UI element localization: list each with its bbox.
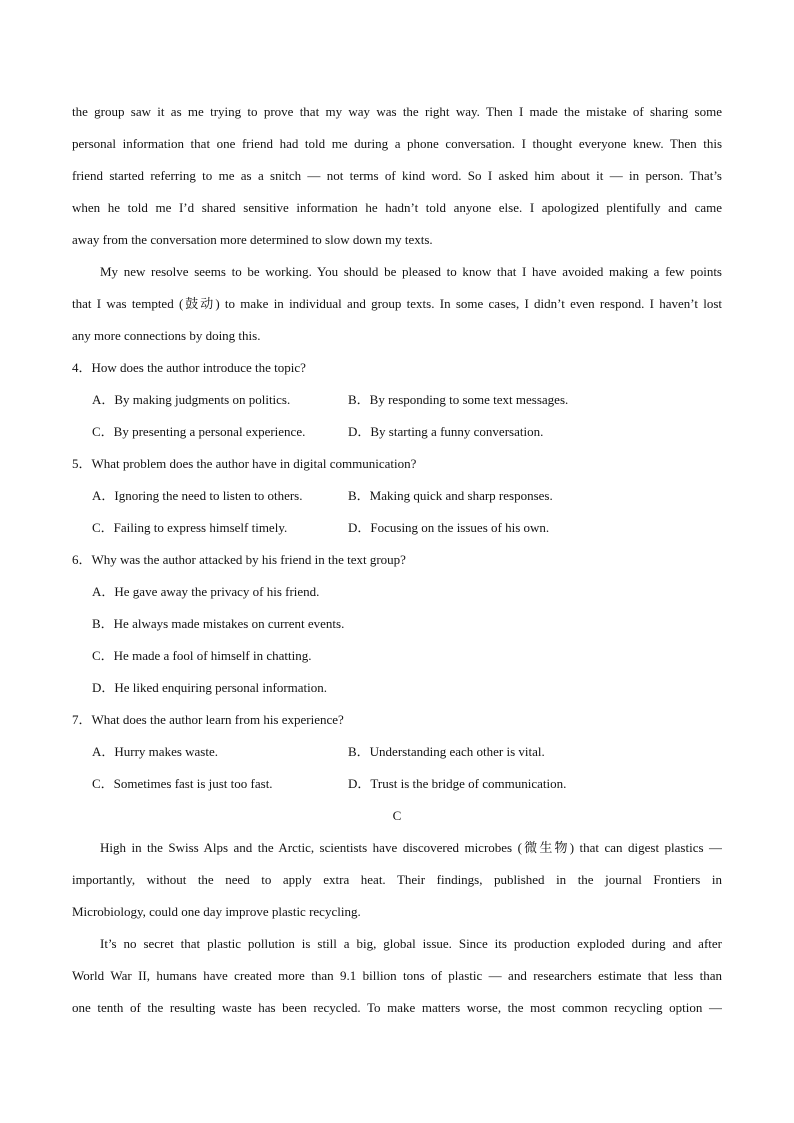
question-stem: 4．How does the author introduce the topic? [72, 360, 306, 375]
question-stem: 6．Why was the author attacked by his friend in the text group? [72, 552, 406, 567]
option-c: C．Failing to express himself timely. [92, 520, 288, 535]
option-a: A．Hurry makes waste. [92, 744, 218, 759]
section-heading: C [392, 808, 402, 823]
text-line: importantly, without the need to apply extra heat. Their findings, published in the journal Frontiers in [72, 872, 722, 887]
question-5 [72, 448, 722, 544]
option-b: B．By responding to some text messages. [348, 392, 569, 407]
text-line: that I was tempted (鼓动) to make in individual and group texts. In some cases, I didn’t even respond. I haven’t lost [72, 296, 722, 311]
passage-b-paragraph-1 [72, 96, 722, 256]
text-line: My new resolve seems to be working. You should be pleased to know that I have avoided making a few points [100, 264, 722, 279]
text-line: friend started referring to me as a snitch — not terms of kind word. So I asked him about it — in person. That’s [72, 168, 722, 183]
question-stem: 5．What problem does the author have in digital communication? [72, 456, 417, 471]
option-a: A．By making judgments on politics. [92, 392, 291, 407]
text-line: one tenth of the resulting waste has been recycled. To make matters worse, the most common recycling option — [72, 1000, 722, 1015]
option-d: D．By starting a funny conversation. [348, 424, 544, 439]
option-a: A．He gave away the privacy of his friend. [92, 584, 320, 599]
option-a: A．Ignoring the need to listen to others. [92, 488, 303, 503]
option-c: C．He made a fool of himself in chatting. [92, 648, 312, 663]
text-line: personal information that one friend had told me during a phone conversation. I thought everyone knew. Then this [72, 136, 722, 151]
question-4 [72, 352, 722, 448]
passage-c-paragraph-2 [72, 928, 722, 1024]
option-b: B．Understanding each other is vital. [348, 744, 545, 759]
text-line: Microbiology, could one day improve plastic recycling. [72, 904, 361, 919]
option-d: D．Trust is the bridge of communication. [348, 776, 567, 791]
option-b: B．He always made mistakes on current events. [92, 616, 345, 631]
option-c: C．By presenting a personal experience. [92, 424, 306, 439]
question-stem: 7．What does the author learn from his experience? [72, 712, 344, 727]
text-line: World War II, humans have created more than 9.1 billion tons of plastic — and researchers estimate that less than [72, 968, 722, 983]
text-line: when he told me I’d shared sensitive information he hadn’t told anyone else. I apologized plentifully and came [72, 200, 722, 215]
text-line: any more connections by doing this. [72, 328, 261, 343]
document-page [72, 96, 722, 1024]
option-c: C．Sometimes fast is just too fast. [92, 776, 273, 791]
option-d: D．Focusing on the issues of his own. [348, 520, 550, 535]
text-line: It’s no secret that plastic pollution is still a big, global issue. Since its production exploded during and after [100, 936, 722, 951]
text-line: the group saw it as me trying to prove that my way was the right way. Then I made the mistake of sharing some [72, 104, 722, 119]
text-line: High in the Swiss Alps and the Arctic, scientists have discovered microbes (微生物) that can digest plastics — [100, 840, 722, 855]
question-6 [72, 544, 722, 704]
text-line: away from the conversation more determined to slow down my texts. [72, 232, 433, 247]
option-b: B．Making quick and sharp responses. [348, 488, 553, 503]
option-d: D．He liked enquiring personal information. [92, 680, 328, 695]
question-7 [72, 704, 722, 800]
passage-b-paragraph-2 [72, 256, 722, 352]
passage-c-paragraph-1 [72, 832, 722, 928]
